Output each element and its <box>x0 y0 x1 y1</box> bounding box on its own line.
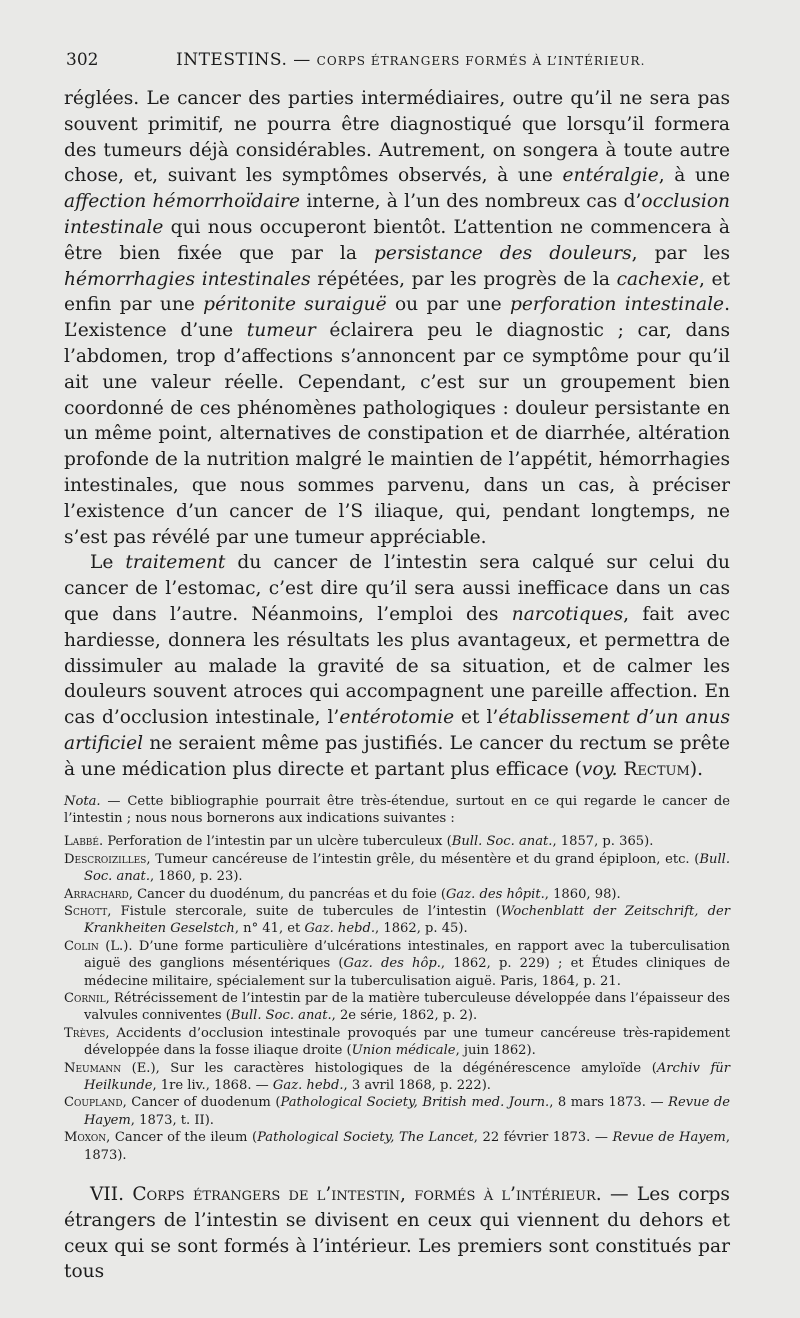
ref-author: Coupland <box>64 1095 123 1111</box>
ref-source: Pathological Society, The Lancet <box>257 1130 474 1146</box>
text-run: , 1860, p. 23). <box>149 869 243 885</box>
text-run: , Cancer of duodenum ( <box>122 1095 281 1111</box>
bibliography-list <box>64 833 730 1164</box>
paragraph-diagnosis <box>64 86 730 550</box>
ref-author: Arrachard <box>64 886 129 902</box>
paragraph-treatment <box>64 550 730 782</box>
text-run: , 1862, p. 229) ; et Études cliniques de médecine militaire, spécialement sur la tuberculisation aiguë. Paris, 1864, p. 21. <box>84 956 730 989</box>
running-header <box>66 50 766 74</box>
ref-source: Gaz. hebd. <box>272 1078 344 1094</box>
ref-source: Gaz. hebd. <box>304 921 376 937</box>
running-title <box>176 50 645 70</box>
text-run: éclairera peu le diagnostic ; car, dans l’abdomen, trop d’affections s’annoncent par ce symptôme pour qu’il ait une valeur réelle. Cependant, c’est sur un groupement bien coordonné de ces phénomènes pathologiques : douleur persistante en un même point, alternatives de constipation et de diarrhée, altération profonde de la nutrition malgré le maintien de l’appétit, hémorrhagies intestinales, que nous sommes parvenu, dans un cas, à préciser l’existence d’un cancer de l’S iliaque, qui, pendant longtemps, ne s’est pas révélé par une tumeur appréciable. <box>64 320 731 548</box>
section-numeral: VII. <box>90 1184 133 1206</box>
bibliography-note <box>64 793 730 828</box>
text-run: ou par une <box>386 294 510 316</box>
text-run: , Tumeur cancéreuse de l’intestin grêle, du mésentère et du grand épiploon, etc. ( <box>146 851 700 867</box>
section-title: Corps étrangers de l’intestin, formés à l’intérieur. <box>132 1184 602 1206</box>
section-text: — Les corps étrangers de l’intestin se divisent en ceux qui viennent du dehors et ceux qui se sont formés à l’intérieur. Les premiers sont constitués par tous <box>64 1184 730 1283</box>
text-run: , 2e série, 1862, p. 2). <box>331 1008 478 1024</box>
running-title-dash: — <box>287 50 317 70</box>
text-run: , et enfin par une <box>64 268 731 316</box>
nota-label: Nota. <box>64 793 101 809</box>
text-run: (E.), Sur les caractères histologiques de la dégénérescence amyloïde ( <box>121 1060 657 1076</box>
ref-author: Descroizilles <box>64 851 147 867</box>
text-run: , juin 1862). <box>455 1043 536 1059</box>
ref-author: Moxon <box>64 1130 107 1146</box>
running-title-main: INTESTINS. <box>176 50 288 70</box>
italic-term: affection hémorrhoïdaire <box>64 191 301 213</box>
text-run: , 8 mars 1873. — <box>549 1095 669 1111</box>
text-run: . Perforation de l’intestin par un ulcère tuberculeux ( <box>99 834 452 850</box>
text-run: , Rétrécissement de l’intestin par de la matière tuberculeuse développée dans l’épaisseur des valvules conniventes ( <box>84 990 730 1024</box>
text-run: , 1862, p. 45). <box>375 921 468 937</box>
text-run: du cancer de l’intestin sera calqué sur celui du cancer de l’estomac, c’est dire qu’il sera aussi inefficace dans un cas que dans l’autre. Néanmoins, l’emploi des <box>64 552 730 625</box>
ref-source: Union médicale <box>351 1043 456 1059</box>
italic-term: établissement d’un anus artificiel <box>64 707 731 754</box>
bibliography-entry <box>64 1025 730 1060</box>
italic-term: entéralgie <box>562 165 659 187</box>
italic-term: narcotiques <box>511 603 624 625</box>
text-run: . L’existence d’une <box>64 294 730 342</box>
bibliography-entry <box>64 886 730 903</box>
text-run: , Cancer du duodénum, du pancréas et du foie ( <box>128 886 446 902</box>
ref-source: Bull. Soc. anat. <box>84 851 730 885</box>
text-run: , 1860, 98). <box>544 886 621 902</box>
text-run: , 3 avril 1868, p. 222). <box>343 1078 491 1094</box>
ref-author: Neumann <box>64 1060 122 1076</box>
ref-source: Gaz. des hôpit. <box>445 886 545 902</box>
text-run: et l’ <box>454 707 499 729</box>
section-vii <box>64 1182 730 1285</box>
ref-source: Wochenblatt der Zeitschrift, der Krankheiten Geselstch <box>84 903 730 937</box>
page-body <box>64 86 730 1285</box>
ref-source: Gaz. des hôp. <box>343 956 441 972</box>
text-run: , par les <box>631 242 730 264</box>
ref-author: Colin <box>64 938 99 954</box>
text-run: , 1873). <box>84 1130 730 1163</box>
text-run: Le <box>90 552 126 574</box>
ref-source: Archiv für Heilkunde <box>84 1060 730 1094</box>
text-run: interne, à l’un des nombreux cas d’ <box>300 191 642 213</box>
text-run: réglées. Le cancer des parties intermédiaires, outre qu’il ne sera pas souvent primitif, ne pourra être diagnostiqué que lorsqu’il formera des tumeurs déjà considérables. Autrement, on songera à toute autre chose, et, suivant les symptômes observés, à une <box>64 88 730 187</box>
text-run: (L.). D’une forme particulière d’ulcérations intestinales, en rapport avec la tuberculisation aiguë des ganglions mésentériques ( <box>84 938 730 972</box>
ref-source: Bull. Soc. anat. <box>230 1008 332 1024</box>
italic-term: entérotomie <box>339 707 455 729</box>
italic-term: hémorrhagies intestinales <box>64 268 311 290</box>
bibliography-entry <box>64 938 730 990</box>
cross-reference: Rectum <box>623 758 690 780</box>
text-run: , à une <box>658 165 730 187</box>
text-run: , 22 février 1873. — <box>473 1130 613 1146</box>
bibliography-entry <box>64 990 730 1025</box>
bibliography-entry <box>64 1129 730 1164</box>
ref-author: Trèves <box>64 1025 106 1041</box>
bibliography-entry <box>64 833 730 850</box>
text-run: qui nous occuperont bientôt. L’attention ne commencera à être bien fixée que par la <box>64 216 730 264</box>
ref-author: Cornil <box>64 990 106 1006</box>
ref-source: Pathological Society, British med. Journ. <box>280 1095 550 1111</box>
italic-term: occlusion intestinale <box>64 191 730 238</box>
text-run: , Accidents d’occlusion intestinale provoqués par une tumeur cancéreuse très-rapidement développée dans la fosse iliaque droite ( <box>84 1025 730 1059</box>
text-run: , Cancer of the ileum ( <box>106 1130 258 1146</box>
ref-source: Revue de Hayem <box>612 1130 726 1146</box>
text-run: , fait avec hardiesse, donnera les résultats les plus avantageux, et permettra de dissimuler au malade la gravité de sa situation, et de calmer les douleurs souvent atroces qui accompagnent une pareille affection. En cas d’occlusion intestinale, l’ <box>64 603 731 729</box>
ref-author: Labbé <box>64 834 99 850</box>
page-number: 302 <box>66 50 99 70</box>
text-run: , 1857, p. 365). <box>552 834 654 850</box>
italic-term: traitement <box>125 552 226 574</box>
text-run: répétées, par les progrès de la <box>310 268 617 290</box>
text-run: , n° 41, et <box>234 921 305 937</box>
bibliography-entry <box>64 903 730 938</box>
italic-term: perforation intestinale <box>509 294 725 316</box>
ref-source: Bull. Soc. anat. <box>451 834 553 850</box>
italic-term: tumeur <box>246 320 316 342</box>
bibliography-entry <box>64 1094 730 1129</box>
text-run: ne seraient même pas justifiés. Le cancer du rectum se prête à une médication plus directe et partant plus efficace ( <box>64 732 730 780</box>
bibliography-entry <box>64 1060 730 1095</box>
italic-term: voy. <box>581 758 618 780</box>
text-run: , Fistule stercorale, suite de tubercules de l’intestin ( <box>107 903 501 919</box>
text-run: , 1873, t. II). <box>130 1112 214 1128</box>
italic-term: persistance des douleurs <box>373 242 632 264</box>
italic-term: cachexie <box>616 268 699 290</box>
text-run: , 1re liv., 1868. — <box>152 1078 273 1094</box>
nota-text: — Cette bibliographie pourrait être très-étendue, surtout en ce qui regarde le cancer de l’intestin ; nous nous bornerons aux indications suivantes : <box>64 793 730 826</box>
ref-source: Revue de Hayem <box>84 1095 730 1128</box>
italic-term: péritonite suraiguë <box>203 294 387 316</box>
running-title-sub: CORPS ÉTRANGERS FORMÉS À L’INTÉRIEUR. <box>316 54 646 68</box>
ref-author: Schott <box>64 903 108 919</box>
text-run: ). <box>689 758 703 780</box>
bibliography-entry <box>64 851 730 886</box>
